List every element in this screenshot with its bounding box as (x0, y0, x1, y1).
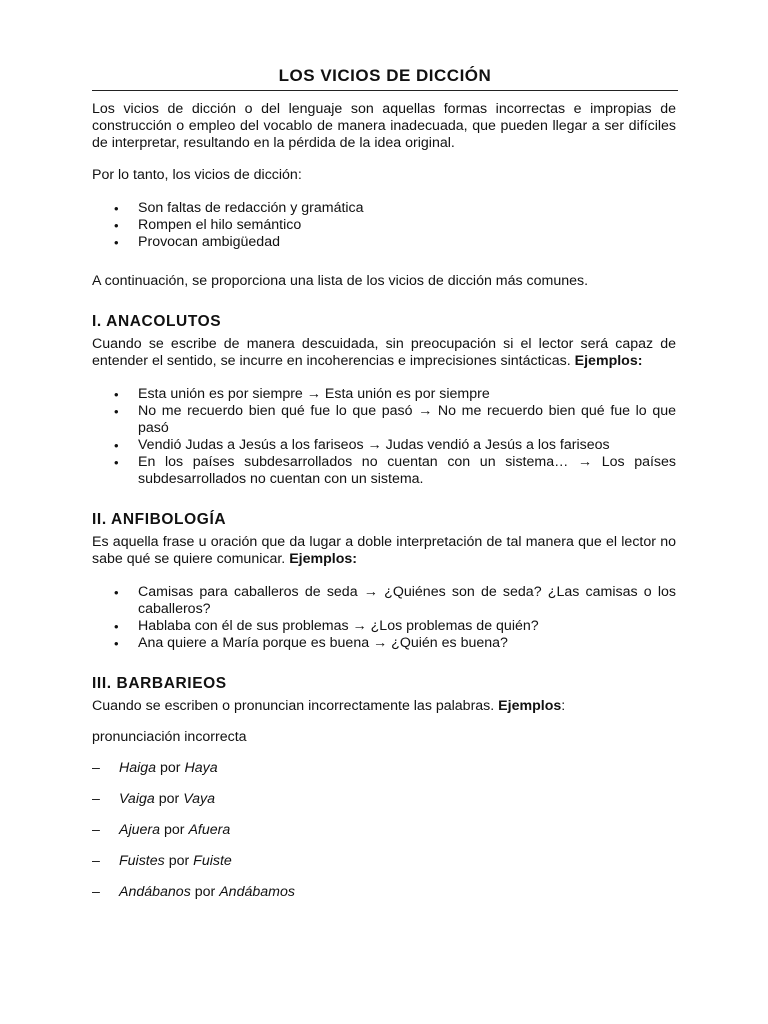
por-lo-tanto-paragraph: Por lo tanto, los vicios de dicción: (92, 167, 302, 183)
subheading-pronunciacion: pronunciación incorrecta (92, 729, 247, 745)
dash-icon: – (92, 884, 100, 900)
ejemplos-label: Ejemplos: (574, 353, 643, 369)
dash-icon: – (92, 760, 100, 776)
document-body (92, 101, 676, 901)
section-heading-barbarismos: III. BARBARIEOS (92, 675, 227, 692)
list-item: • Provocan ambigüedad (114, 234, 280, 250)
dash-icon: – (92, 853, 100, 869)
bullet-icon: • (114, 387, 119, 402)
list-item: • Camisas para caballeros de seda → ¿Quiénes son de seda? ¿Las camisas o los caballeros? (114, 584, 676, 617)
list-item: • Son faltas de redacción y gramática (114, 200, 364, 216)
list-item: • Vendió Judas a Jesús a los fariseos → Judas vendió a Jesús a los fariseos (114, 437, 610, 453)
intro-paragraph: Los vicios de dicción o del lenguaje son aquellas formas incorrectas e impropias de construcción o empleo del vocablo de manera inadecuada, que pueden llegar a ser difíciles de interpretar, resultando en la pérdida de la idea original. (92, 101, 676, 151)
bullet-icon: • (114, 438, 119, 453)
anfibologia-examples-list (92, 584, 676, 652)
anacolutos-examples-list (92, 386, 676, 488)
list-item: • En los países subdesarrollados no cuentan con un sistema… → Los países subdesarrollados no cuentan con un sistema. (114, 454, 676, 487)
list-item: – Andábanos por Andábamos (92, 884, 295, 900)
section-heading-anacolutos: I. ANACOLUTOS (92, 313, 222, 330)
list-item: – Ajuera por Afuera (92, 822, 231, 838)
characteristics-list (92, 200, 676, 251)
bullet-icon: • (114, 201, 119, 216)
continuation-paragraph: A continuación, se proporciona una lista de los vicios de dicción más comunes. (92, 273, 589, 289)
bullet-icon: • (114, 455, 119, 470)
section-description: Es aquella frase u oración que da lugar a doble interpretación de tal manera que el lector no sabe qué se quiere comunicar. Ejemplos: (92, 534, 676, 567)
list-item: • Rompen el hilo semántico (114, 217, 302, 233)
section-description: Cuando se escriben o pronuncian incorrectamente las palabras. Ejemplos: (92, 698, 566, 714)
list-item: • Esta unión es por siempre → Esta unión es por siempre (114, 386, 490, 402)
section-description: Cuando se escribe de manera descuidada, sin preocupación si el lector será capaz de entender el sentido, se incurre en incoherencias e imprecisiones sintácticas. Ejemplos: (92, 336, 676, 369)
list-item: – Haiga por Haya (92, 760, 218, 776)
ejemplos-label: Ejemplos (498, 698, 562, 714)
dash-icon: – (92, 791, 100, 807)
section-heading-anfibologia: II. ANFIBOLOGÍA (92, 511, 227, 528)
list-item: – Vaiga por Vaya (92, 791, 215, 807)
list-item: • Ana quiere a María porque es buena → ¿Quién es buena? (114, 635, 508, 651)
document-title: LOS VICIOS DE DICCIÓN (92, 66, 678, 91)
list-item: – Fuistes por Fuiste (92, 853, 232, 869)
bullet-icon: • (114, 619, 119, 634)
dash-icon: – (92, 822, 100, 838)
bullet-icon: • (114, 218, 119, 233)
bullet-icon: • (114, 636, 119, 651)
bullet-icon: • (114, 235, 119, 250)
ejemplos-label: Ejemplos: (289, 551, 357, 567)
list-item: • Hablaba con él de sus problemas → ¿Los problemas de quién? (114, 618, 539, 634)
bullet-icon: • (114, 585, 119, 600)
bullet-icon: • (114, 404, 119, 419)
list-item: • No me recuerdo bien qué fue lo que pasó → No me recuerdo bien qué fue lo que pasó (114, 403, 676, 436)
